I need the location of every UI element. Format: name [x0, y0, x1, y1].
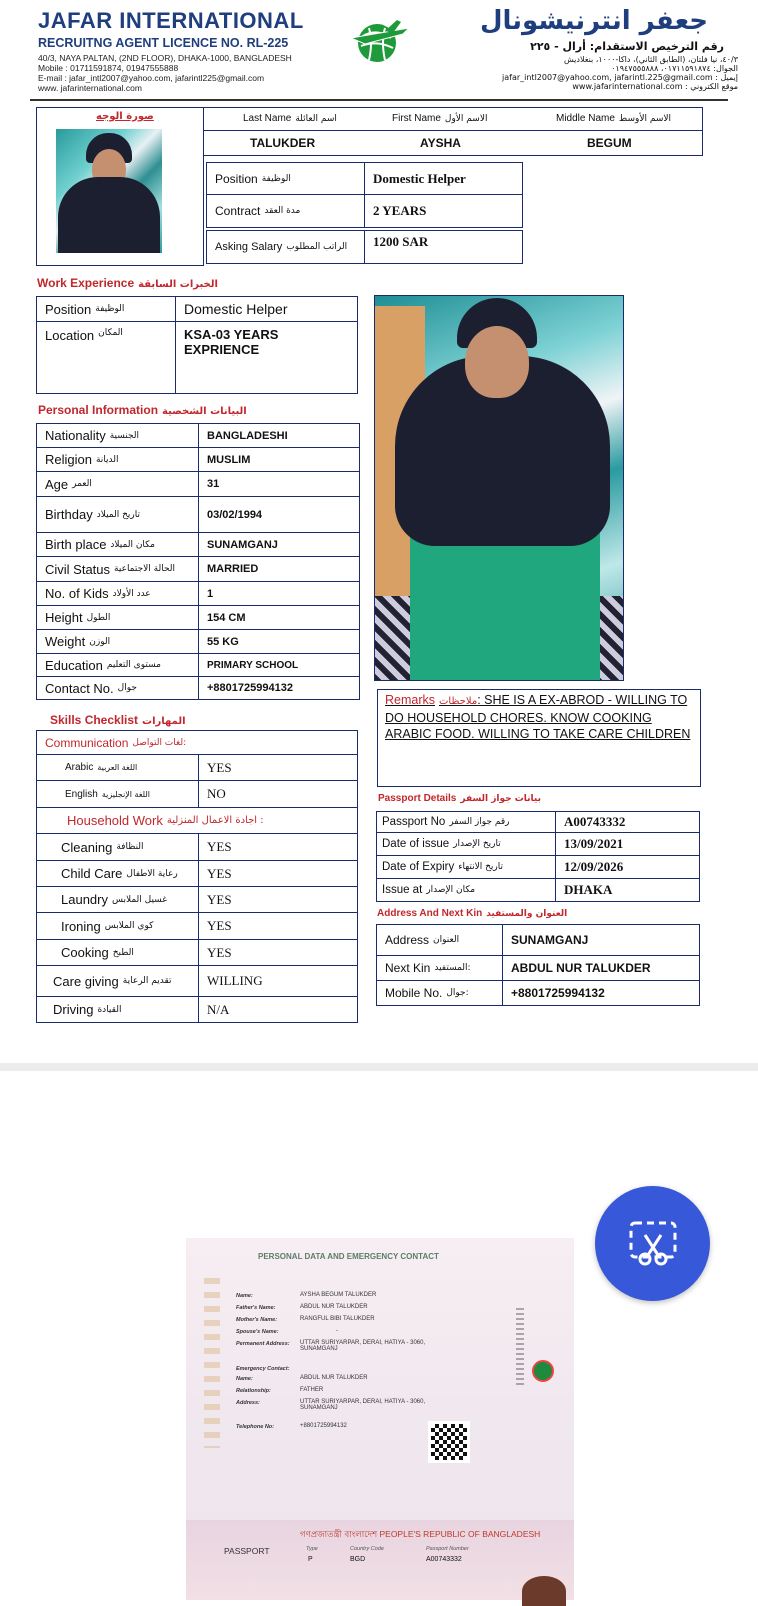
household-value-5: WILLING [198, 965, 358, 997]
label-text-arabic: الجنسية [109, 430, 140, 441]
work-position-label: Position الوظيفة [36, 296, 176, 322]
personal-label-5 [36, 556, 199, 582]
address-value-0: SUNAMGANJ [502, 924, 700, 956]
passport-label-0 [376, 811, 556, 833]
label-text: Nationality [45, 428, 106, 443]
middle-name-value: BEGUM [587, 136, 632, 150]
arabic-value: YES [198, 754, 358, 781]
pp-tel-label: Telephone No: [236, 1424, 274, 1430]
remarks-text: Remarks ملاحظات: SHE IS A EX-ABROD - WILLING TO DO HOUSEHOLD CHORES. KNOW COOKING ARABIC FOOD. WILLING TO TAKE CARE CHILDREN [385, 693, 691, 741]
company-name: JAFAR INTERNATIONAL [38, 8, 304, 33]
salary-value: 1200 SAR [364, 230, 523, 264]
label-text: Address [385, 933, 430, 947]
government-seal [532, 1360, 554, 1382]
pp-ename-label: Name: [236, 1376, 253, 1382]
pp-name: AYSHA BEGUM TALUKDER [300, 1292, 377, 1298]
label-text: Mobile No. [385, 986, 443, 1000]
pp-spouse-label: Spouse's Name: [236, 1329, 279, 1335]
screenshot-crop-button[interactable] [595, 1186, 710, 1301]
passport-value-2: 12/09/2026 [555, 855, 700, 879]
label-text: Care giving [53, 973, 119, 989]
work-location-value: KSA-03 YEARS EXPRIENCE [175, 321, 358, 394]
address-value-1: ABDUL NUR TALUKDER [502, 955, 700, 981]
passport-photo-corner [522, 1576, 566, 1606]
label-text: Driving [53, 1002, 94, 1017]
household-label-0 [36, 833, 199, 861]
label-text: Weight [45, 634, 86, 649]
english-label: English اللغة الإنجليزية [36, 780, 199, 808]
licence-number: RECRUITNG AGENT LICENCE NO. RL-225 [38, 36, 289, 50]
pp-tel: +8801725994132 [300, 1423, 347, 1429]
pp-pn: A00743332 [426, 1556, 462, 1563]
pp-name-label: Name: [236, 1293, 253, 1299]
label-text: Next Kin [385, 961, 431, 975]
pp-type-label: Type [306, 1546, 318, 1552]
label-text: Age [45, 476, 69, 492]
household-label-2 [36, 886, 199, 913]
qr-code [428, 1421, 470, 1463]
label-text: Issue at [382, 884, 423, 896]
passport-scan [186, 1238, 574, 1600]
label-text-arabic: مكان الميلاد [110, 539, 155, 550]
label-text-arabic: كوي الملابس [104, 921, 154, 931]
passport-value-1: 13/09/2021 [555, 832, 700, 856]
address-label-1 [376, 955, 503, 981]
household-label-1 [36, 860, 199, 887]
pp-rel-label: Relationship: [236, 1388, 271, 1394]
english-value: NO [198, 780, 358, 808]
personal-label-0 [36, 423, 199, 448]
company-address: 40/3, NAYA PALTAN, (2ND FLOOR), DHAKA-1000, BANGLADESH [38, 53, 292, 63]
label-text: Birthday [45, 507, 93, 522]
personal-label-9 [36, 653, 199, 677]
passport-value-0: A00743332 [555, 811, 700, 833]
passport-details-title: Passport Details بيانات جواز السفر [378, 793, 541, 804]
pp-cc-label: Country Code [350, 1546, 384, 1552]
licence-number-arabic: رقم الترخيص الاستقدام: أرال - ٢٢٥ [530, 40, 724, 53]
household-value-3: YES [198, 912, 358, 940]
label-text-arabic: الطول [86, 612, 111, 623]
pp-pn-label: Passport Number [426, 1546, 469, 1552]
personal-value-6: 1 [198, 581, 360, 606]
label-text-arabic: عدد الأولاد [112, 588, 151, 599]
label-text-arabic: رعاية الاطفال [126, 868, 178, 879]
company-email-arabic: jafar_intl2007@yahoo.com, jafarintl.225@gmail.com : إيميل [502, 73, 738, 82]
label-text: Laundry [61, 892, 108, 907]
personal-label-10 [36, 676, 199, 700]
work-position-value: Domestic Helper [175, 296, 358, 322]
personal-value-4: SUNAMGANJ [198, 532, 360, 557]
passport-label-1 [376, 832, 556, 856]
label-text-arabic: الطبخ [112, 947, 134, 958]
arabic-label: Arabic اللغة العربية [36, 754, 199, 781]
address-label-2 [376, 980, 503, 1006]
full-body-photo [374, 295, 624, 681]
personal-value-8: 55 KG [198, 629, 360, 654]
pp-rel: FATHER [300, 1387, 324, 1393]
personal-label-7 [36, 605, 199, 630]
label-text-arabic: مستوى التعليم [106, 660, 161, 670]
household-value-4: YES [198, 939, 358, 966]
pp-perm: UTTAR SURIYARPAR, DERAI, HATIYA - 3060, SUNAMGANJ [300, 1340, 426, 1352]
pp-perm-label: Permanent Address: [236, 1341, 290, 1347]
label-text: Cooking [61, 945, 109, 960]
pp-father-label: Father's Name: [236, 1305, 276, 1311]
personal-label-1 [36, 447, 199, 472]
household-label-4 [36, 939, 199, 966]
label-text: Height [45, 610, 83, 625]
label-text-arabic: تاريخ الإصدار [453, 839, 501, 849]
personal-label-6 [36, 581, 199, 606]
pp-emergency-label: Emergency Contact: [236, 1366, 290, 1372]
label-text-arabic: العمر [72, 479, 92, 489]
communication-header: Communication لغات التواصل: [36, 730, 358, 755]
label-text: Civil Status [45, 561, 111, 577]
label-text: Ironing [61, 918, 101, 934]
household-label-5 [36, 965, 199, 997]
label-text: No. of Kids [45, 586, 109, 601]
pp-eaddr-label: Address: [236, 1400, 260, 1406]
pp-cc: BGD [350, 1556, 366, 1563]
label-text-arabic: رقم جواز السفر [449, 817, 510, 827]
personal-value-0: BANGLADESHI [198, 423, 360, 448]
position-label: Position الوظيفة [206, 162, 365, 195]
pp-spouse: - [336, 1328, 338, 1334]
label-text-arabic: جوال: [446, 988, 469, 998]
personal-label-2 [36, 471, 199, 497]
pp-eaddr: UTTAR SURIYARPAR, DERAI, HATIYA - 3060, SUNAMGANJ [300, 1399, 426, 1411]
first-name-label: First Name الاسم الأول [392, 113, 488, 124]
personal-value-9: PRIMARY SCHOOL [198, 653, 360, 677]
last-name-value: TALUKDER [250, 136, 316, 150]
globe-plane-logo [345, 16, 415, 66]
label-text: Contact No. [45, 680, 114, 696]
contract-label: Contract مدة العقد [206, 194, 365, 228]
label-text-arabic: جوال [117, 683, 137, 693]
label-text-arabic: تقديم الرعاية [122, 976, 172, 986]
company-name-arabic: جعفر انترنيشونال [479, 6, 708, 36]
personal-value-3: 03/02/1994 [198, 496, 360, 533]
header-divider [30, 99, 728, 101]
label-text-arabic: المستفيد: [434, 963, 471, 973]
middle-name-label: Middle Name الاسم الأوسط [556, 113, 672, 124]
passport-word: PASSPORT [224, 1546, 270, 1556]
household-label-3 [36, 912, 199, 940]
skills-checklist-title: Skills Checklist المهارات [50, 713, 186, 727]
pp-mother: RANGFUL BIBI TALUKDER [300, 1316, 375, 1322]
label-text-arabic: القيادة [97, 1004, 122, 1015]
perforation-pattern [204, 1278, 220, 1448]
label-text-arabic: الديانة [95, 454, 119, 465]
position-value: Domestic Helper [364, 162, 523, 195]
personal-value-7: 154 CM [198, 605, 360, 630]
label-text-arabic: تاريخ الانتهاء [458, 862, 503, 872]
address-value-2: +8801725994132 [502, 980, 700, 1006]
personal-value-1: MUSLIM [198, 447, 360, 472]
personal-label-8 [36, 629, 199, 654]
republic-name: গণপ্রজাতন্ত্রী বাংলাদেশ PEOPLE'S REPUBLIC OF BANGLADESH [300, 1529, 541, 1540]
passport-scan-heading: PERSONAL DATA AND EMERGENCY CONTACT [258, 1252, 439, 1261]
page-separator [0, 1063, 758, 1071]
personal-label-4 [36, 532, 199, 557]
pp-mother-label: Mother's Name: [236, 1317, 278, 1323]
label-text: Date of Expiry [382, 861, 455, 873]
contract-value: 2 YEARS [364, 194, 523, 228]
label-text-arabic: مكان الإصدار [426, 885, 476, 895]
crop-scissors-icon [627, 1219, 679, 1269]
label-text: Religion [45, 452, 92, 467]
salary-label: Asking Salary الراتب المطلوب [206, 230, 365, 264]
company-web: www. jafarinternational.com [38, 83, 142, 93]
pp-type: P [308, 1556, 313, 1563]
personal-value-2: 31 [198, 471, 360, 497]
label-text-arabic: العنوان [433, 935, 460, 945]
work-location-label: Location المكان [36, 321, 176, 394]
face-photo [56, 129, 162, 253]
label-text: Cleaning [61, 839, 113, 855]
label-text-arabic: تاريخ الميلاد [96, 509, 141, 520]
company-email: E-mail : jafar_intl2007@yahoo.com, jafarintl225@gmail.com [38, 73, 265, 83]
passport-value-3: DHAKA [555, 878, 700, 902]
label-text: Birth place [45, 537, 107, 552]
household-work-header: Household Work اجادة الاعمال المنزلية : [36, 807, 358, 834]
personal-label-3 [36, 496, 199, 533]
address-next-kin-title: Address And Next Kin العنوان والمستفيد [377, 908, 568, 919]
label-text-arabic: الحالة الاجتماعية [114, 564, 176, 574]
first-name-value: AYSHA [420, 136, 461, 150]
last-name-label: Last Name اسم العائلة [243, 113, 337, 124]
label-text-arabic: النظافة [116, 842, 144, 852]
company-mobile-arabic: الجوال: ٠١٧١١٥٩١٨٧٤، ٠١٩٤٧٥٥٥٨٨٨ [611, 64, 738, 73]
label-text-arabic: الوزن [89, 636, 111, 647]
label-text: Child Care [61, 866, 123, 881]
passport-label-2 [376, 855, 556, 879]
company-web-arabic: www.jafarinternational.com : موقع الكتروني [572, 82, 738, 91]
passport-number-perforation [516, 1308, 524, 1388]
company-address-arabic: ٤٠/٣، نيا فلتان، (الطابق الثاني)، داكا-١٠٠٠، بنغلاديش [563, 55, 738, 64]
household-value-1: YES [198, 860, 358, 887]
label-text: Education [45, 657, 103, 673]
pp-ename: ABDUL NUR TALUKDER [300, 1375, 368, 1381]
household-value-6: N/A [198, 996, 358, 1023]
personal-info-title: Personal Information البيانات الشخصية [38, 403, 247, 417]
household-value-0: YES [198, 833, 358, 861]
personal-value-10: +8801725994132 [198, 676, 360, 700]
label-text: Date of issue [382, 838, 450, 850]
passport-label-3 [376, 878, 556, 902]
label-text-arabic: غسيل الملابس [111, 894, 167, 905]
label-text: Passport No [382, 816, 446, 828]
company-mobile: Mobile : 01711591874, 01947555888 [38, 63, 179, 73]
address-label-0 [376, 924, 503, 956]
pp-father: ABDUL NUR TALUKDER [300, 1304, 368, 1310]
face-photo-label: صورة الوجه [96, 111, 154, 122]
household-value-2: YES [198, 886, 358, 913]
work-experience-title: Work Experience الخبرات السابقة [37, 276, 218, 290]
household-label-6 [36, 996, 199, 1023]
personal-value-5: MARRIED [198, 556, 360, 582]
